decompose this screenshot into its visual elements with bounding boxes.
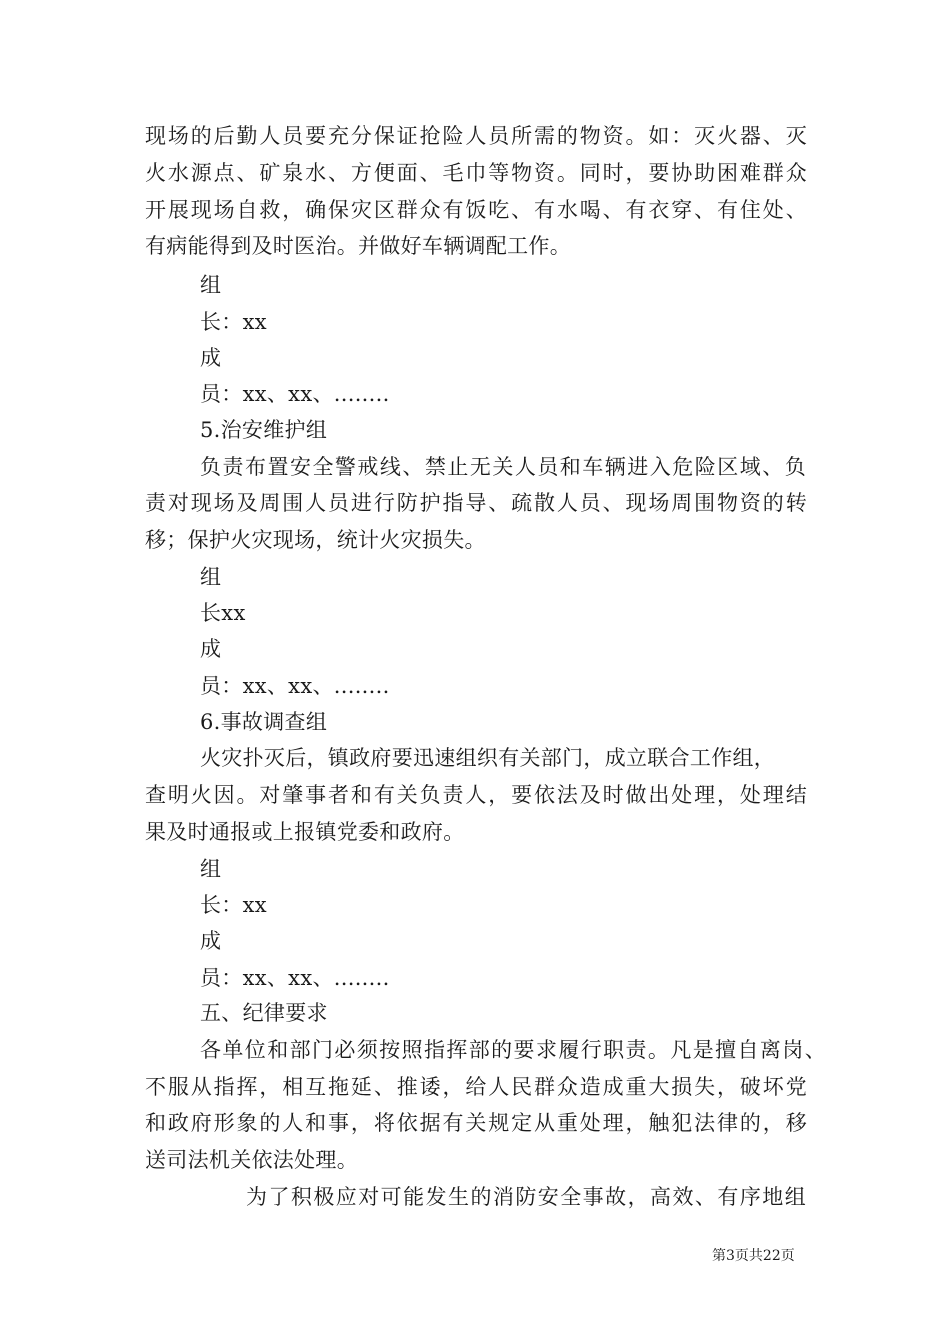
body-line: 查明火因。对肇事者和有关负责人，要依法及时做出处理，处理结 [145, 783, 807, 807]
section-heading: 6.事故调查组 [200, 710, 328, 734]
body-line: 送司法机关依法处理。 [145, 1148, 358, 1172]
body-line: 有病能得到及时医治。并做好车辆调配工作。 [145, 234, 571, 258]
role-label: 成 [200, 346, 222, 370]
body-line: 火灾扑灭后，镇政府要迅速组织有关部门，成立联合工作组， [200, 746, 776, 770]
body-line: 果及时通报或上报镇党委和政府。 [145, 820, 465, 844]
members-line: 员：xx、xx、........ [200, 966, 390, 990]
body-line: 移；保护火灾现场，统计火灾损失。 [145, 528, 486, 552]
leader-line: 长xx [200, 601, 246, 625]
body-line: 开展现场自救，确保灾区群众有饭吃、有水喝、有衣穿、有住处、 [145, 198, 807, 222]
body-line: 和政府形象的人和事，将依据有关规定从重处理，触犯法律的，移 [145, 1111, 807, 1135]
role-label: 组 [200, 565, 222, 589]
leader-line: 长：xx [200, 310, 267, 334]
body-line: 火水源点、矿泉水、方便面、毛巾等物资。同时，要协助困难群众 [145, 161, 807, 185]
role-label: 成 [200, 929, 222, 953]
body-line: 责对现场及周围人员进行防护指导、疏散人员、现场周围物资的转 [145, 491, 807, 515]
role-label: 组 [200, 273, 222, 297]
role-label: 成 [200, 637, 222, 661]
members-line: 员：xx、xx、........ [200, 382, 390, 406]
leader-line: 长：xx [200, 893, 267, 917]
page-number: 第3页共22页 [712, 1248, 795, 1264]
members-line: 员：xx、xx、........ [200, 674, 390, 698]
section-heading: 五、纪律要求 [200, 1001, 328, 1025]
role-label: 组 [200, 857, 222, 881]
body-line: 不服从指挥，相互拖延、推诿，给人民群众造成重大损失，破坏党 [145, 1075, 807, 1099]
body-line: 各单位和部门必须按照指挥部的要求履行职责。凡是擅自离岗、 [200, 1038, 826, 1062]
body-line: 现场的后勤人员要充分保证抢险人员所需的物资。如：灭火器、灭 [145, 124, 807, 148]
body-line: 负责布置安全警戒线、禁止无关人员和车辆进入危险区域、负 [200, 455, 806, 479]
section-heading: 5.治安维护组 [200, 418, 328, 442]
body-line: 为了积极应对可能发生的消防安全事故，高效、有序地组 [246, 1185, 806, 1209]
